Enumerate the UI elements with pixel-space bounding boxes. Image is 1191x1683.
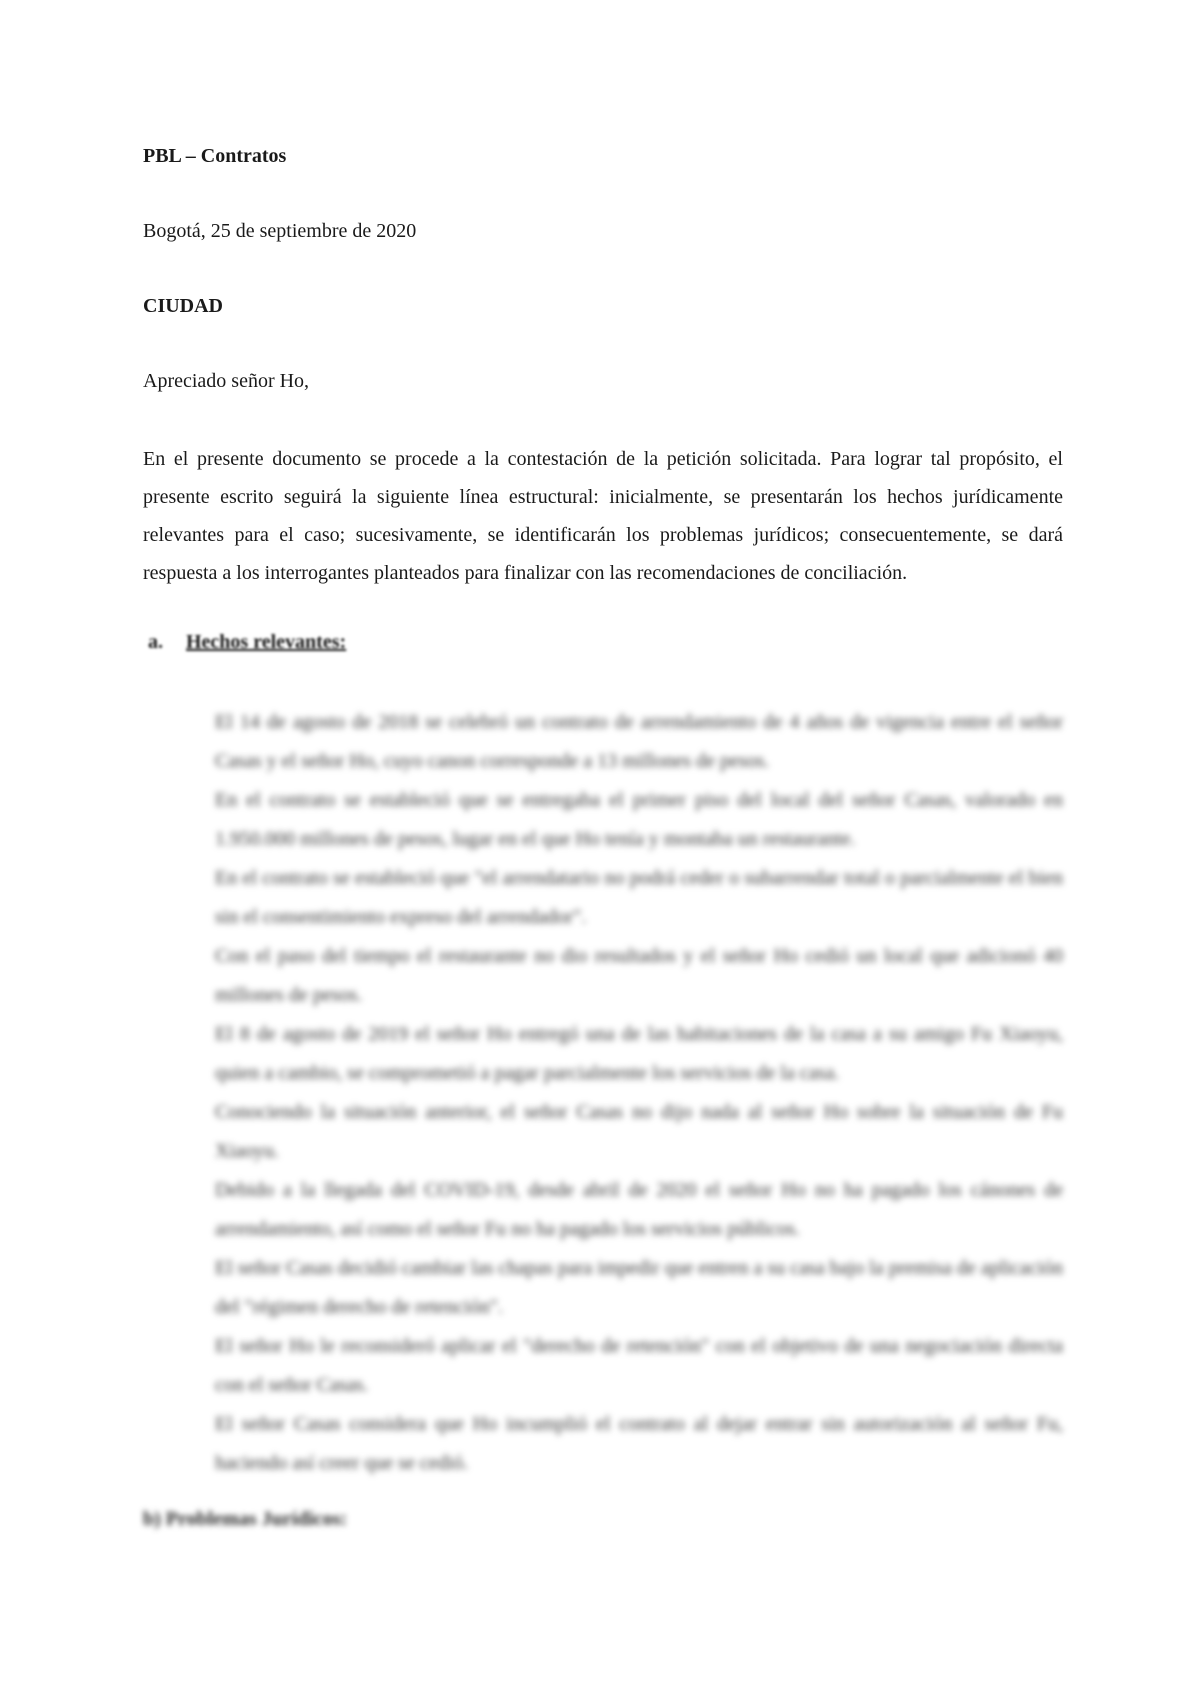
section-a-title: Hechos relevantes: bbox=[186, 631, 347, 653]
intro-paragraph: En el presente documento se procede a la contestación de la petición solicitada. Para lograr tal propósito, el presente escrito seguirá la siguiente línea estructural: inicialmente, se presentarán los hechos jurídicamente relevantes para el caso; sucesivamente, se identificarán los problemas jurídicos; consecuentemente, se dará respuesta a los interrogantes planteados para finalizar con las recomendaciones de conciliación. bbox=[143, 448, 1063, 584]
section-a-heading bbox=[148, 630, 346, 654]
fact-item: Debido a la llegada del COVID-19, desde abril de 2020 el señor Ho no ha pagado los cánones de arrendamiento, así como el señor Fu no ha pagado los servicios públicos. bbox=[215, 1179, 1063, 1240]
fact-item: Conociendo la situación anterior, el señor Casas no dijo nada al señor Ho sobre la situación de Fu Xiaoyu. bbox=[215, 1101, 1063, 1162]
greeting-line: Apreciado señor Ho, bbox=[143, 370, 310, 392]
city-line: CIUDAD bbox=[143, 295, 223, 317]
document-header-title: PBL – Contratos bbox=[143, 145, 287, 167]
fact-item: El señor Casas considera que Ho incumplió el contrato al dejar entrar sin autorización al señor Fu, haciendo así creer que se cedió. bbox=[215, 1413, 1063, 1474]
fact-item: El 8 de agosto de 2019 el señor Ho entregó una de las habitaciones de la casa a su amigo Fu Xiaoyu, quien a cambio, se comprometió a pagar parcialmente los servicios de la casa. bbox=[215, 1023, 1063, 1084]
fact-item: Con el paso del tiempo el restaurante no dio resultados y el señor Ho cedió un local que adicionó 40 millones de pesos. bbox=[215, 945, 1063, 1006]
fact-item: El señor Ho le reconsideró aplicar el "derecho de retención" con el objetivo de una negociación directa con el señor Casas. bbox=[215, 1335, 1063, 1396]
facts-list bbox=[215, 703, 1063, 1483]
fact-item: El 14 de agosto de 2018 se celebró un contrato de arrendamiento de 4 años de vigencia entre el señor Casas y el señor Ho, cuyo canon corresponde a 13 millones de pesos. bbox=[215, 711, 1063, 772]
fact-item: En el contrato se estableció que "el arrendatario no podrá ceder o subarrendar total o parcialmente el bien sin el consentimiento expreso del arrendador". bbox=[215, 867, 1063, 928]
section-b-heading: b) Problemas Jurídicos: bbox=[143, 1508, 348, 1530]
date-line: Bogotá, 25 de septiembre de 2020 bbox=[143, 220, 417, 242]
fact-item: El señor Casas decidió cambiar las chapas para impedir que entren a su casa bajo la premisa de aplicación del "régimen derecho de retención". bbox=[215, 1257, 1063, 1318]
fact-item: En el contrato se estableció que se entregaba el primer piso del local del señor Casas, valorado en 1.950.000 millones de pesos, lugar en el que Ho tenía y montaba un restaurante. bbox=[215, 789, 1063, 850]
section-a-number: a. bbox=[148, 631, 163, 653]
